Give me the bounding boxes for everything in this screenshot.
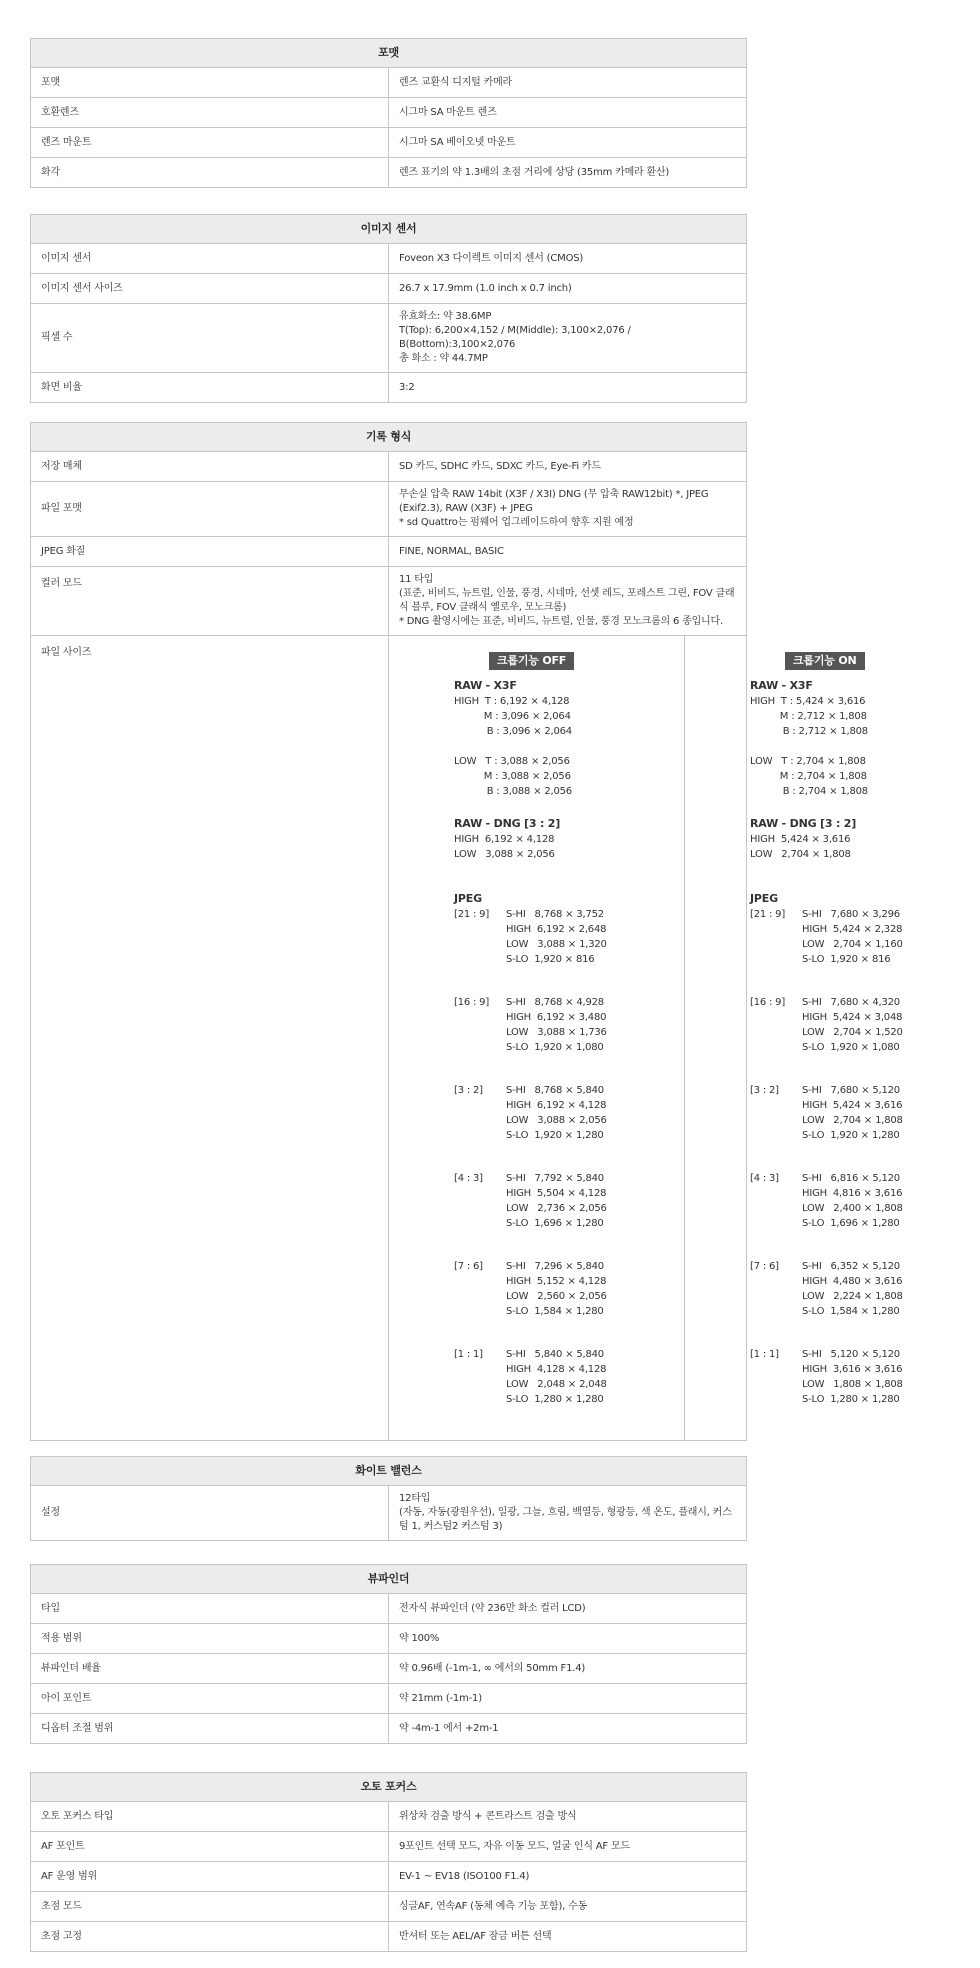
raw-x3f-title: RAW - X3F: [454, 679, 517, 692]
jpeg-ratio: [1 : 1]: [454, 1349, 483, 1360]
viewfinder-table: [30, 1564, 747, 1744]
row-label: 적용 범위: [31, 1624, 389, 1654]
row-value: 렌즈 교환식 디지털 카메라: [389, 68, 747, 98]
table-row: [31, 304, 747, 373]
table-row: [31, 244, 747, 274]
jpeg-sizes: S-HI 8,768 × 5,840 HIGH 6,192 × 4,128 LOW 3,088 × 2,056 S-LO 1,920 × 1,280: [506, 1085, 607, 1141]
jpeg-sizes: S-HI 8,768 × 4,928 HIGH 6,192 × 3,480 LOW 3,088 × 1,736 S-LO 1,920 × 1,080: [506, 997, 607, 1053]
jpeg-ratio: [21 : 9]: [454, 909, 490, 920]
row-value: 싱글AF, 연속AF (동체 예측 기능 포함), 수동: [389, 1892, 747, 1922]
row-label: 렌즈 마운트: [31, 128, 389, 158]
row-value: 약 21mm (-1m-1): [389, 1684, 747, 1714]
jpeg-ratio: [16 : 9]: [750, 997, 786, 1008]
file-size-cell: [389, 636, 903, 1441]
raw-dng-sizes: HIGH 5,424 × 3,616 LOW 2,704 × 1,808: [750, 834, 851, 860]
row-label: 디옵터 조절 범위: [31, 1714, 389, 1744]
row-value: EV-1 ~ EV18 (ISO100 F1.4): [389, 1862, 747, 1892]
table-row: [31, 1594, 747, 1624]
row-label: 저장 매체: [31, 452, 389, 482]
jpeg-sizes: S-HI 7,296 × 5,840 HIGH 5,152 × 4,128 LOW 2,560 × 2,056 S-LO 1,584 × 1,280: [506, 1261, 607, 1317]
row-value: 유효화소: 약 38.6MP T(Top): 6,200×4,152 / M(Middle): 3,100×2,076 / B(Bottom):3,100×2,076 총 화소 : 약 44.7MP: [389, 304, 747, 373]
table-row: [31, 373, 747, 403]
jpeg-ratio: [3 : 2]: [454, 1085, 483, 1096]
table-row: [31, 1486, 747, 1541]
row-label: AF 운영 범위: [31, 1862, 389, 1892]
row-value: FINE, NORMAL, BASIC: [389, 537, 747, 567]
jpeg-sizes: S-HI 5,840 × 5,840 HIGH 4,128 × 4,128 LOW 2,048 × 2,048 S-LO 1,280 × 1,280: [506, 1349, 607, 1405]
row-label: JPEG 화질: [31, 537, 389, 567]
table-row: [31, 1624, 747, 1654]
raw-dng-title: RAW - DNG [3 : 2]: [454, 817, 561, 830]
raw-x3f-title: RAW - X3F: [750, 679, 813, 692]
row-label: 이미지 센서: [31, 244, 389, 274]
jpeg-sizes: S-HI 8,768 × 3,752 HIGH 6,192 × 2,648 LOW 3,088 × 1,320 S-LO 1,920 × 816: [506, 909, 607, 965]
table-row: [31, 1862, 747, 1892]
row-label: 설정: [31, 1486, 389, 1541]
row-value: 9포인트 선택 모드, 자유 이동 모드, 얼굴 인식 AF 모드: [389, 1832, 747, 1862]
crop-off-column: [389, 636, 684, 1440]
row-label: 초점 고정: [31, 1922, 389, 1952]
row-value: 렌즈 표기의 약 1.3배의 초점 거리에 상당 (35mm 카메라 환산): [389, 158, 747, 188]
crop-on-badge: 크롭기능 ON: [785, 652, 865, 670]
table-row: [31, 1892, 747, 1922]
crop-off-badge: 크롭기능 OFF: [489, 652, 574, 670]
raw-dng-title: RAW - DNG [3 : 2]: [750, 817, 857, 830]
row-value: Foveon X3 다이렉트 이미지 센서 (CMOS): [389, 244, 747, 274]
crop-on-column: [685, 636, 980, 1440]
white-balance-table: [30, 1456, 747, 1541]
format-table: [30, 38, 747, 188]
row-label: 이미지 센서 사이즈: [31, 274, 389, 304]
table-row: [31, 158, 747, 188]
table-row: [31, 68, 747, 98]
row-label: 파일 포맷: [31, 482, 389, 537]
table-row: [31, 1684, 747, 1714]
jpeg-sizes: S-HI 6,352 × 5,120 HIGH 4,480 × 3,616 LOW 2,224 × 1,808 S-LO 1,584 × 1,280: [802, 1261, 903, 1317]
raw-x3f-sizes: HIGH T : 6,192 × 4,128 M : 3,096 × 2,064 B : 3,096 × 2,064 LOW T : 3,088 × 2,056 M : 3,088 × 2,056 B : 3,088 × 2,056: [454, 696, 572, 797]
table-row: [31, 1802, 747, 1832]
row-label: 오토 포커스 타입: [31, 1802, 389, 1832]
row-label: 화면 비율: [31, 373, 389, 403]
raw-x3f-sizes: HIGH T : 5,424 × 3,616 M : 2,712 × 1,808 B : 2,712 × 1,808 LOW T : 2,704 × 1,808 M : 2,704 × 1,808 B : 2,704 × 1,808: [750, 696, 868, 797]
row-value: 11 타입 (표준, 비비드, 뉴트럴, 인물, 풍경, 시네마, 선셋 레드, 포레스트 그린, FOV 클래식 블루, FOV 클래식 옐로우, 모노크롬) * DNG 촬영시에는 표준, 비비드, 뉴트럴, 인물, 풍경 모노크롬의 6 종입니다.: [389, 567, 747, 636]
row-label: 아이 포인트: [31, 1684, 389, 1714]
table-row: [31, 1832, 747, 1862]
raw-dng-sizes: HIGH 6,192 × 4,128 LOW 3,088 × 2,056: [454, 834, 555, 860]
row-label: 뷰파인더 배율: [31, 1654, 389, 1684]
jpeg-ratio: [16 : 9]: [454, 997, 490, 1008]
jpeg-ratio: [3 : 2]: [750, 1085, 779, 1096]
table-row: [31, 98, 747, 128]
row-value: SD 카드, SDHC 카드, SDXC 카드, Eye-Fi 카드: [389, 452, 747, 482]
table-row: [31, 452, 747, 482]
row-value: 무손실 압축 RAW 14bit (X3F / X3I) DNG (무 압축 RAW12bit) *, JPEG (Exif2.3), RAW (X3F) + JPEG * sd Quattro는 펌웨어 업그레이드하여 향후 지원 예정: [389, 482, 747, 537]
recording-table: [30, 422, 903, 1441]
row-label: 포맷: [31, 68, 389, 98]
jpeg-sizes: S-HI 7,680 × 3,296 HIGH 5,424 × 2,328 LOW 2,704 × 1,160 S-LO 1,920 × 816: [802, 909, 903, 965]
row-label: AF 포인트: [31, 1832, 389, 1862]
row-label: 픽셀 수: [31, 304, 389, 373]
row-label: 화각: [31, 158, 389, 188]
jpeg-sizes: S-HI 7,792 × 5,840 HIGH 5,504 × 4,128 LOW 2,736 × 2,056 S-LO 1,696 × 1,280: [506, 1173, 607, 1229]
section-title: 기록 형식: [31, 423, 747, 452]
row-value: 약 100%: [389, 1624, 747, 1654]
table-row: [31, 128, 747, 158]
table-row: [31, 567, 747, 636]
row-value: 3:2: [389, 373, 747, 403]
row-value: 약 -4m-1 에서 +2m-1: [389, 1714, 747, 1744]
file-size-row: [31, 636, 747, 1441]
table-row: [31, 1714, 747, 1744]
row-label: 초점 모드: [31, 1892, 389, 1922]
jpeg-sizes: S-HI 6,816 × 5,120 HIGH 4,816 × 3,616 LOW 2,400 × 1,808 S-LO 1,696 × 1,280: [802, 1173, 903, 1229]
table-row: [31, 274, 747, 304]
row-label: 호환렌즈: [31, 98, 389, 128]
jpeg-ratio: [7 : 6]: [750, 1261, 779, 1272]
row-label: 컬러 모드: [31, 567, 389, 636]
jpeg-ratio: [1 : 1]: [750, 1349, 779, 1360]
row-value: 26.7 x 17.9mm (1.0 inch x 0.7 inch): [389, 274, 747, 304]
section-title: 화이트 밸런스: [31, 1457, 747, 1486]
jpeg-ratio: [21 : 9]: [750, 909, 786, 920]
jpeg-title: JPEG: [750, 892, 778, 905]
jpeg-ratio: [4 : 3]: [750, 1173, 779, 1184]
section-title: 이미지 센서: [31, 215, 747, 244]
row-value: 위상차 검출 방식 + 콘트라스트 검출 방식: [389, 1802, 747, 1832]
sensor-table: [30, 214, 747, 403]
row-value: 전자식 뷰파인더 (약 236만 화소 컬러 LCD): [389, 1594, 747, 1624]
autofocus-table: [30, 1772, 747, 1952]
table-row: [31, 482, 747, 537]
jpeg-sizes: S-HI 7,680 × 4,320 HIGH 5,424 × 3,048 LOW 2,704 × 1,520 S-LO 1,920 × 1,080: [802, 997, 903, 1053]
row-value: 약 0.96배 (-1m-1, ∞ 에서의 50mm F1.4): [389, 1654, 747, 1684]
row-value: 시그마 SA 마운트 렌즈: [389, 98, 747, 128]
table-row: [31, 537, 747, 567]
section-title: 오토 포커스: [31, 1773, 747, 1802]
row-value: 시그마 SA 베이오넷 마운트: [389, 128, 747, 158]
jpeg-ratio: [4 : 3]: [454, 1173, 483, 1184]
row-label: 파일 사이즈: [31, 636, 389, 1441]
row-label: 타입: [31, 1594, 389, 1624]
row-value: 12타입 (자동, 자동(광원우선), 일광, 그늘, 흐림, 백열등, 형광등, 색 온도, 플래시, 커스텀 1, 커스텀2 커스텀 3): [389, 1486, 747, 1541]
jpeg-sizes: S-HI 7,680 × 5,120 HIGH 5,424 × 3,616 LOW 2,704 × 1,808 S-LO 1,920 × 1,280: [802, 1085, 903, 1141]
table-row: [31, 1922, 747, 1952]
jpeg-ratio: [7 : 6]: [454, 1261, 483, 1272]
row-value: 반셔터 또는 AEL/AF 잠금 버튼 선택: [389, 1922, 747, 1952]
table-row: [31, 1654, 747, 1684]
jpeg-sizes: S-HI 5,120 × 5,120 HIGH 3,616 × 3,616 LOW 1,808 × 1,808 S-LO 1,280 × 1,280: [802, 1349, 903, 1405]
section-title: 뷰파인더: [31, 1565, 747, 1594]
section-title: 포맷: [31, 39, 747, 68]
jpeg-title: JPEG: [454, 892, 482, 905]
